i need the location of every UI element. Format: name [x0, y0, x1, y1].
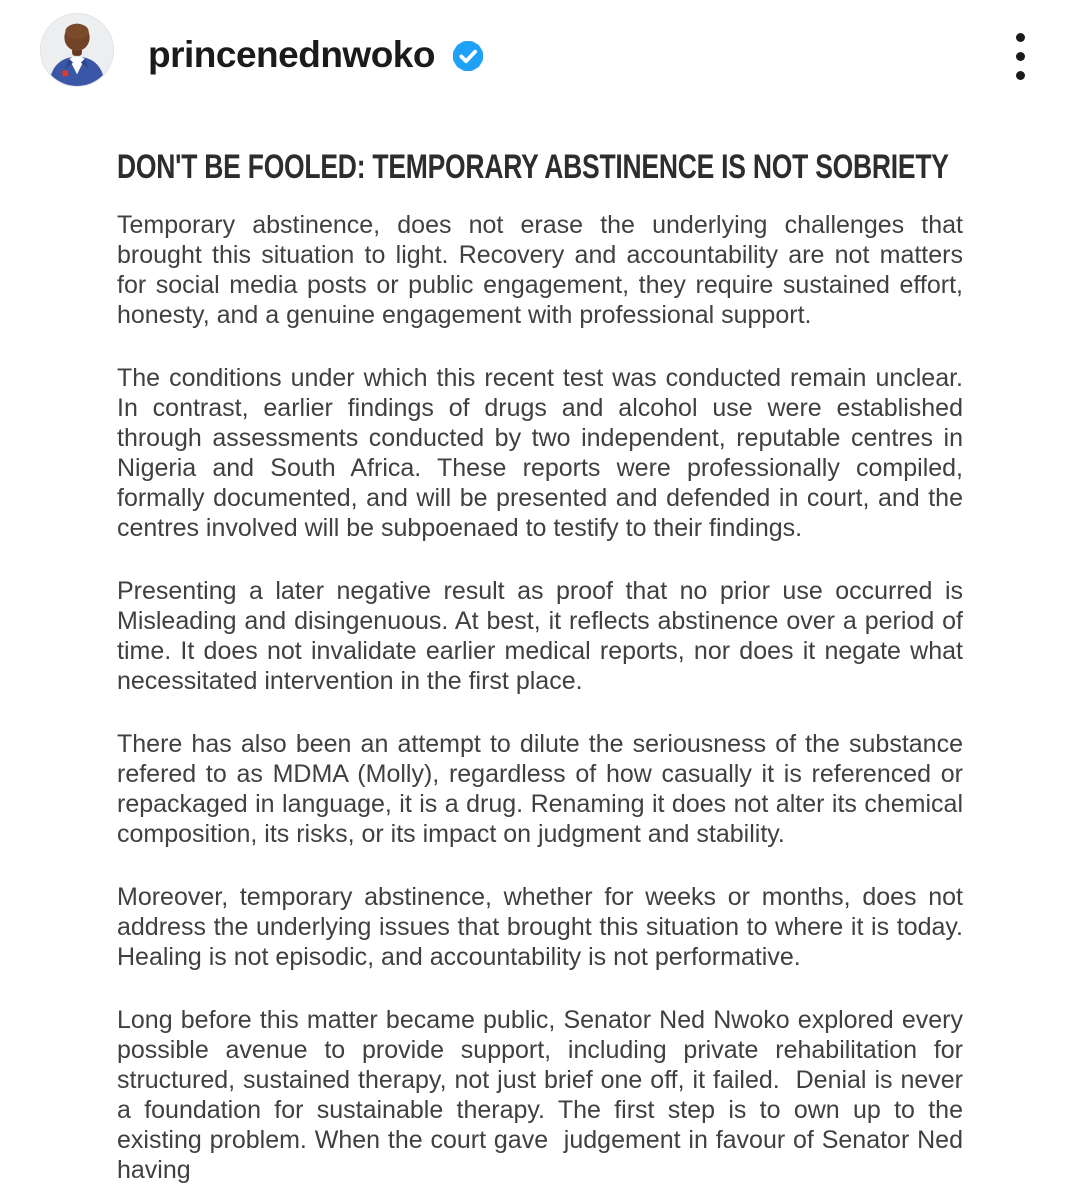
- post-paragraph: Presenting a later negative result as proof that no prior use occurred is Misleading and disingenuous. At best, it reflects abstinence over a period of time. It does not invalidate earlier medical reports, nor does it negate what necessitated intervention in the first place.: [117, 577, 970, 695]
- username[interactable]: princenednwoko: [148, 34, 435, 75]
- verified-badge-icon: [449, 37, 487, 75]
- post-paragraph: Moreover, temporary abstinence, whether for weeks or months, does not address the underlying issues that brought this situation to where it is today. Healing is not episodic, and accountability is not performative.: [117, 883, 970, 971]
- username-row: [148, 0, 487, 110]
- avatar[interactable]: [40, 13, 114, 87]
- post-paragraph: Temporary abstinence, does not erase the underlying challenges that brought this situation to light. Recovery and accountability are not matters for social media posts or public engagement, they require sustained effort, honesty, and a genuine engagement with professional support.: [117, 211, 970, 329]
- avatar-photo-placeholder: [41, 14, 113, 86]
- post-title: DON'T BE FOOLED: TEMPORARY ABSTINENCE IS NOT SOBRIETY: [117, 148, 949, 186]
- post-header: [0, 0, 1080, 110]
- post-paragraph: There has also been an attempt to dilute the seriousness of the substance refered to as MDMA (Molly), regardless of how casually it is referenced or repackaged in language, it is a drug. Renaming it does not alter its chemical composition, its risks, or its impact on judgment and stability.: [117, 730, 970, 848]
- more-options-button[interactable]: [1008, 30, 1032, 82]
- kebab-menu-icon: [1016, 52, 1025, 61]
- post-image: [117, 148, 970, 1185]
- post-paragraph: The conditions under which this recent test was conducted remain unclear. In contrast, earlier findings of drugs and alcohol use were established through assessments conducted by two independent, reputable centres in Nigeria and South Africa. These reports were professionally compiled, formally documented, and will be presented and defended in court, and the centres involved will be subpoenaed to testify to their findings.: [117, 364, 970, 542]
- post-paragraph: Long before this matter became public, Senator Ned Nwoko explored every possible avenue to provide support, including private rehabilitation for structured, sustained therapy, not just brief one off, it failed. Denial is never a foundation for sustainable therapy. The first step is to own up to the existing problem. When the court gave judgement in favour of Senator Ned having: [117, 1006, 970, 1184]
- kebab-menu-icon: [1016, 33, 1025, 42]
- kebab-menu-icon: [1016, 71, 1025, 80]
